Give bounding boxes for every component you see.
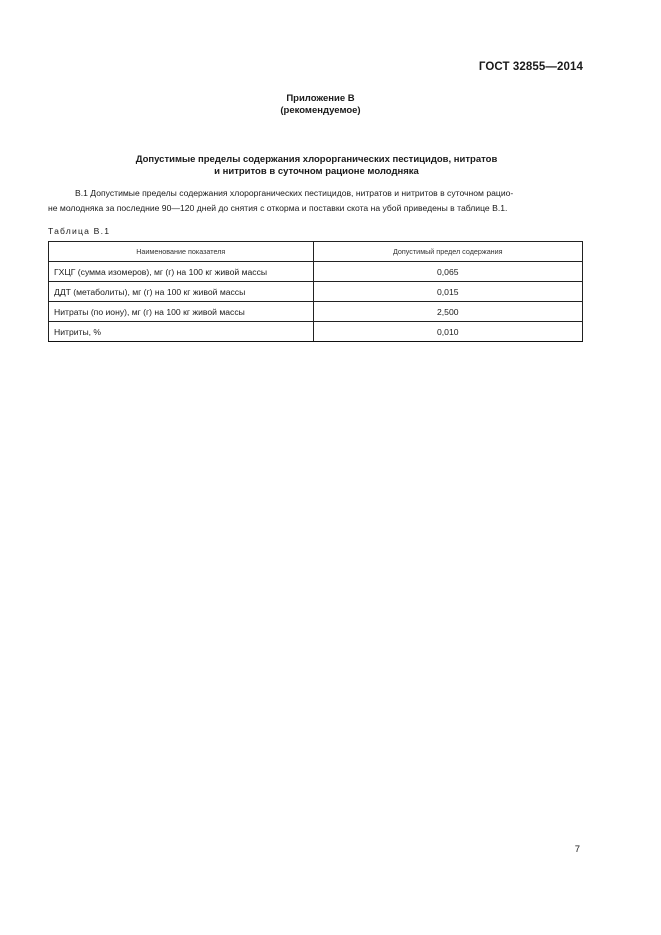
document-code: ГОСТ 32855—2014 <box>478 61 583 73</box>
paragraph-line-1: В.1 Допустимые пределы содержания хлорорганических пестицидов, нитратов и нитритов в суточном рацио- <box>75 188 514 198</box>
table-row <box>49 322 583 342</box>
table-row <box>49 302 583 322</box>
column-header-name: Наименование показателя <box>49 242 314 262</box>
row-value: 2,500 <box>313 302 582 322</box>
appendix-subtitle: (рекомендуемое) <box>280 105 361 116</box>
page-number: 7 <box>574 844 580 855</box>
appendix-title: Приложение В <box>286 93 355 104</box>
row-name: Нитраты (по иону), мг (г) на 100 кг живой массы <box>49 302 314 322</box>
row-value: 0,015 <box>313 282 582 302</box>
paragraph-line-2: не молодняка за последние 90—120 дней до снятия с откорма и поставки скота на убой приведены в таблице В.1. <box>48 203 508 213</box>
column-header-limit: Допустимый предел содержания <box>313 242 582 262</box>
limits-table <box>48 241 583 342</box>
row-value: 0,010 <box>313 322 582 342</box>
table-row <box>49 262 583 282</box>
table-caption: Таблица В.1 <box>48 226 111 236</box>
row-name: ГХЦГ (сумма изомеров), мг (г) на 100 кг живой массы <box>49 262 314 282</box>
table-row <box>49 282 583 302</box>
row-value: 0,065 <box>313 262 582 282</box>
section-title-line-1: Допустимые пределы содержания хлорорганических пестицидов, нитратов <box>135 154 498 165</box>
row-name: Нитриты, % <box>49 322 314 342</box>
row-name: ДДТ (метаболиты), мг (г) на 100 кг живой массы <box>49 282 314 302</box>
section-title-line-2: и нитритов в суточном рационе молодняка <box>214 166 419 177</box>
table-header-row <box>49 242 583 262</box>
